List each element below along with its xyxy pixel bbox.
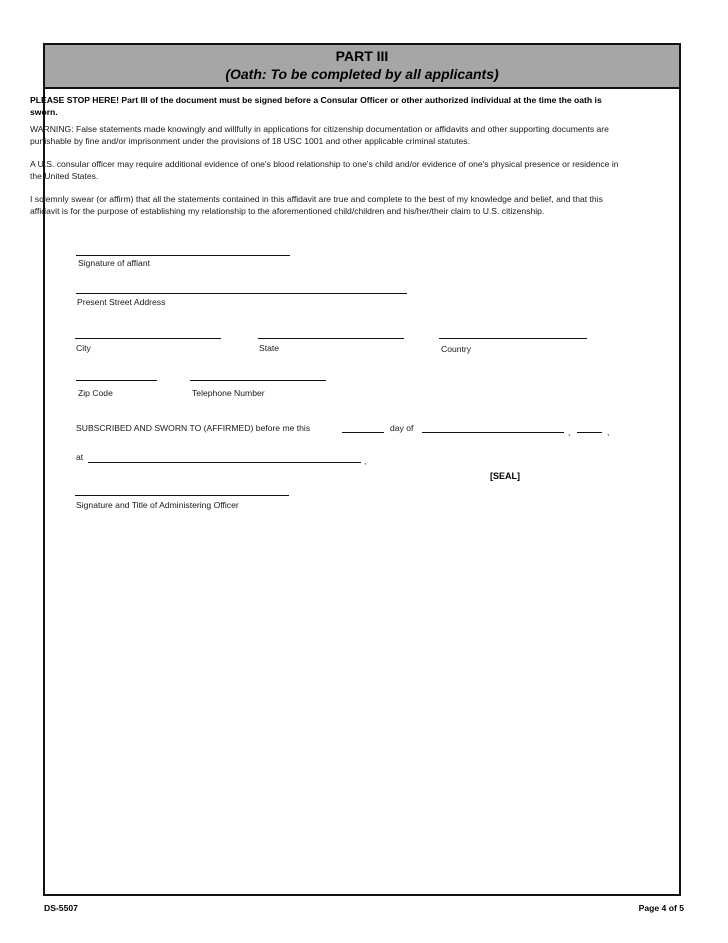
city-label: City <box>76 343 91 353</box>
sworn-prefix: SUBSCRIBED AND SWORN TO (AFFIRMED) before me this <box>76 423 311 433</box>
zip-line[interactable] <box>76 380 157 381</box>
sworn-comma-3: , <box>364 456 367 466</box>
phone-line[interactable] <box>190 380 326 381</box>
part-subtitle: (Oath: To be completed by all applicants) <box>225 66 499 82</box>
form-number: DS-5507 <box>44 903 78 913</box>
sworn-day-line[interactable] <box>342 432 384 433</box>
phone-label: Telephone Number <box>192 388 265 398</box>
stop-notice: PLEASE STOP HERE! Part III of the document must be signed before a Consular Officer or other authorized individual at the time the oath is sworn. <box>30 95 602 117</box>
seal-label: [SEAL] <box>490 471 520 481</box>
part-title: PART III <box>335 48 389 64</box>
signature-affiant-line[interactable] <box>76 255 290 256</box>
sworn-year-line[interactable] <box>577 432 602 433</box>
country-line[interactable] <box>439 338 587 339</box>
street-address-label: Present Street Address <box>77 297 166 307</box>
zip-label: Zip Code <box>78 388 113 398</box>
part-header <box>45 45 679 89</box>
sworn-at: at <box>76 452 84 462</box>
oath-text: I solemnly swear (or affirm) that all the statements contained in this affidavit are true and complete to the best of my knowledge and belief, and that this affidavit is for the purpose of establishing my relationship to the aforementioned child/children and his/her/their claim to U.S. citizenship. <box>30 194 603 216</box>
sworn-month-line[interactable] <box>422 432 564 433</box>
page-number: Page 4 of 5 <box>638 903 684 913</box>
sworn-comma-2: , <box>607 427 610 437</box>
warning-text: WARNING: False statements made knowingly and willfully in applications for citizenship documentation or affidavits and other supporting documents are punishable by fine and/or imprisonment under the provisions of 18 USC 1001 and other applicable criminal statutes. <box>30 124 609 146</box>
sworn-day-of: day of <box>390 423 414 433</box>
street-address-line[interactable] <box>76 293 407 294</box>
officer-signature-line[interactable] <box>75 495 289 496</box>
city-line[interactable] <box>75 338 221 339</box>
signature-affiant-label: Signature of affiant <box>78 258 150 268</box>
consular-note: A U.S. consular officer may require additional evidence of one's blood relationship to one's child and/or evidence of one's physical presence or residence in the United States. <box>30 159 619 181</box>
state-line[interactable] <box>258 338 404 339</box>
country-label: Country <box>441 344 472 354</box>
officer-signature-label: Signature and Title of Administering Officer <box>76 500 239 510</box>
sworn-place-line[interactable] <box>88 462 361 463</box>
state-label: State <box>259 343 280 353</box>
sworn-comma-1: , <box>568 427 571 437</box>
